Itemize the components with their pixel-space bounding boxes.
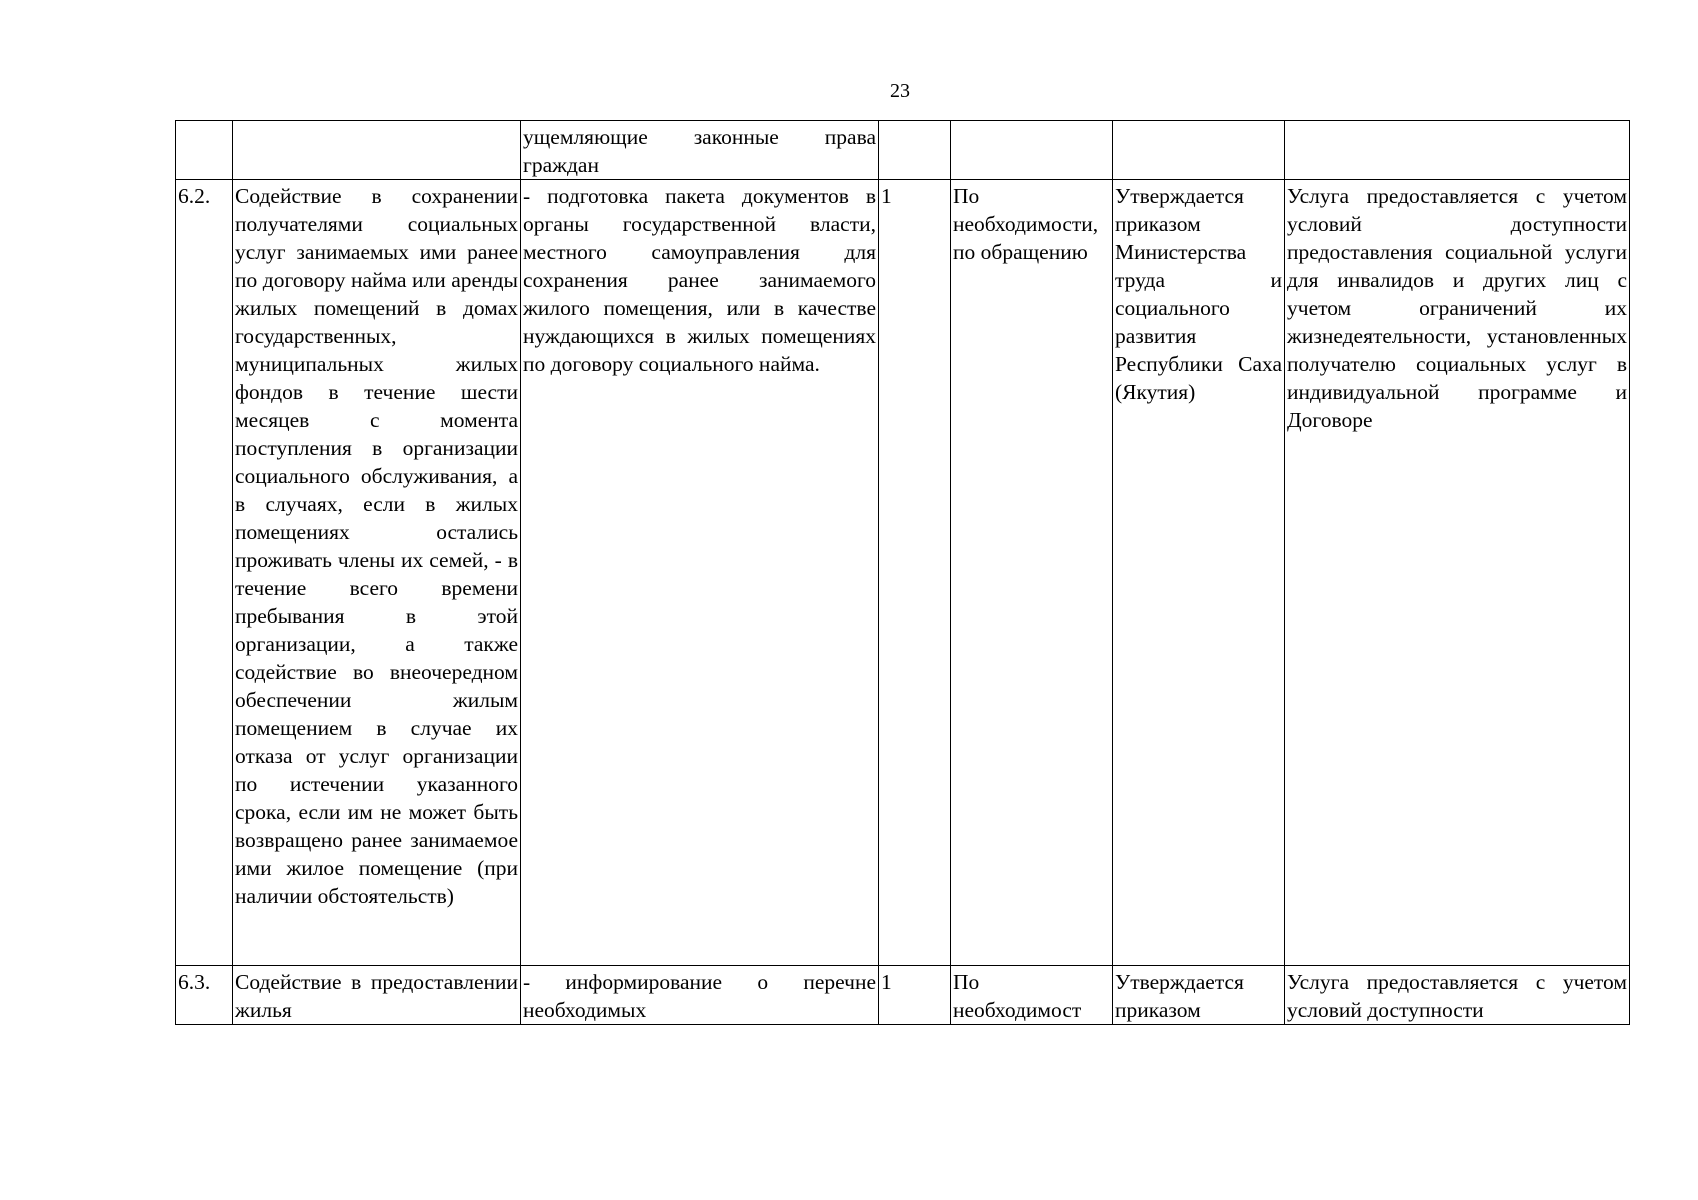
cell-service-name — [233, 121, 521, 180]
table-row — [176, 966, 1630, 1025]
cell-standard — [1113, 121, 1285, 180]
cell-standard: Утверждается приказом — [1113, 966, 1285, 1025]
cell-standard: Утверждается приказом Министерства труда и социального развития Республики Саха (Якутия) — [1113, 180, 1285, 966]
cell-service-content: ущемляющие законные права граждан — [521, 121, 879, 180]
page-number: 23 — [890, 80, 910, 102]
services-table — [175, 120, 1630, 1025]
table-row — [176, 180, 1630, 966]
cell-service-content: - подготовка пакета документов в органы государственной власти, местного самоуправления для сохранения ранее занимаемого жилого помещения, или в качестве нуждающихся в жилых помещениях по договору социального найма. — [521, 180, 879, 966]
cell-number: 6.3. — [176, 966, 233, 1025]
cell-periodicity: По необходимости, по обращению — [951, 180, 1113, 966]
cell-periodicity: По необходимост — [951, 966, 1113, 1025]
cell-service-content: - информирование о перечне необходимых — [521, 966, 879, 1025]
cell-number — [176, 121, 233, 180]
cell-quantity: 1 — [879, 966, 951, 1025]
cell-periodicity — [951, 121, 1113, 180]
table-row — [176, 121, 1630, 180]
cell-quantity: 1 — [879, 180, 951, 966]
cell-conditions: Услуга предоставляется с учетом условий доступности предоставления социальной услуги для инвалидов и других лиц с учетом ограничений их жизнедеятельности, установленных получателю социальных услуг в индивидуальной программе и Договоре — [1285, 180, 1630, 966]
cell-number: 6.2. — [176, 180, 233, 966]
cell-conditions: Услуга предоставляется с учетом условий доступности — [1285, 966, 1630, 1025]
cell-quantity — [879, 121, 951, 180]
cell-service-name: Содействие в предоставлении жилья — [233, 966, 521, 1025]
cell-service-name: Содействие в сохранении получателями социальных услуг занимаемых ими ранее по договору найма или аренды жилых помещений в домах государственных, муниципальных жилых фондов в течение шести месяцев с момента поступления в организации социального обслуживания, а в случаях, если в жилых помещениях остались проживать члены их семей, - в течение всего времени пребывания в этой организации, а также содействие во внеочередном обеспечении жилым помещением в случае их отказа от услуг организации по истечении указанного срока, если им не может быть возвращено ранее занимаемое ими жилое помещение (при наличии обстоятельств) — [233, 180, 521, 966]
cell-conditions — [1285, 121, 1630, 180]
